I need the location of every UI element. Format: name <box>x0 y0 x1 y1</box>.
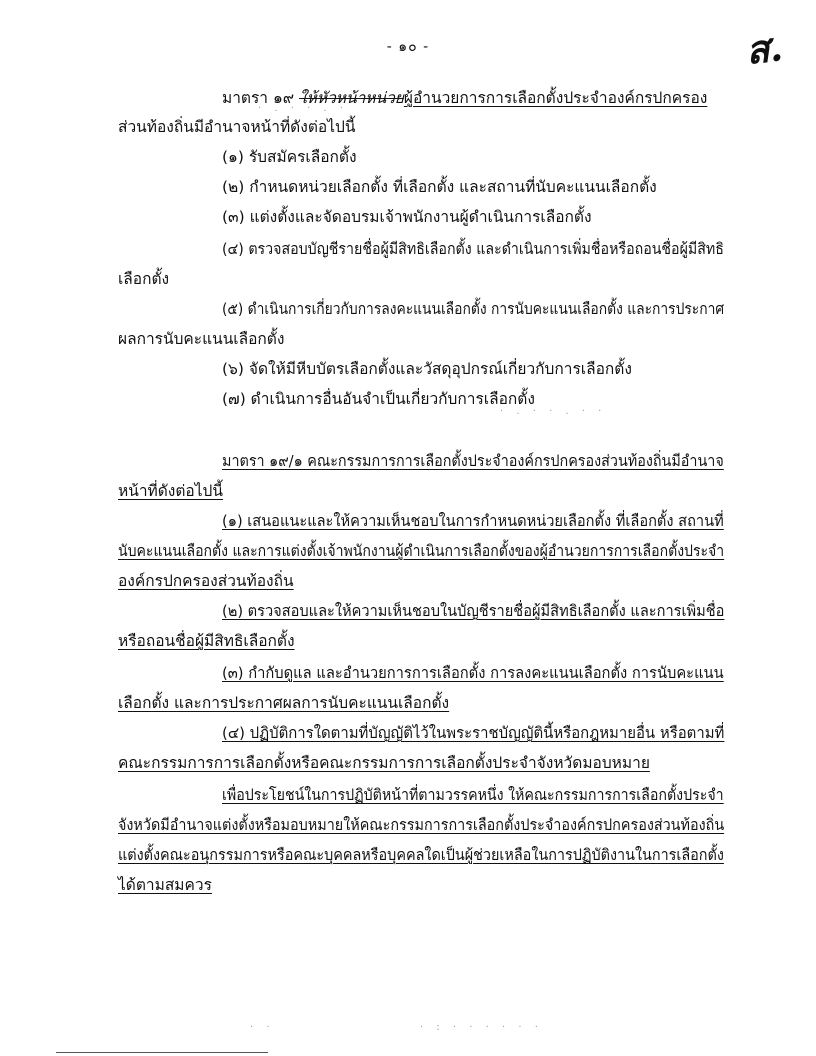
section-19-1-item-2-cont: หรือถอนชื่อผู้มีสิทธิเลือกตั้ง <box>118 632 295 650</box>
section-19-item-2: (๒) กำหนดหน่วยเลือกตั้ง ที่เลือกตั้ง และสถานที่นับคะแนนเลือกตั้ง <box>222 178 657 196</box>
section-19-item-4: (๔) ตรวจสอบบัญชีรายชื่อผู้มีสิทธิเลือกตั้ง และดำเนินการเพิ่มชื่อหรือถอนชื่อผู้มีสิทธิ <box>222 240 724 258</box>
scan-noise: · . · · . · · <box>500 406 607 417</box>
section-19-item-4-cont: เลือกตั้ง <box>118 270 170 288</box>
page-number: - ๑๐ - <box>386 39 430 55</box>
footnote-rule <box>56 1052 268 1053</box>
section-19-1-item-4: (๔) ปฏิบัติการใดตามที่บัญญัติไว้ในพระราชบัญญัตินี้หรือกฎหมายอื่น หรือตามที่ <box>222 724 725 742</box>
section-19-1-item-3: (๓) กำกับดูแล และอำนวยการการเลือกตั้ง การลงคะแนนเลือกตั้ง การนับคะแนน <box>222 664 724 682</box>
section-19-heading-prefix: มาตรา ๑๙ <box>222 89 300 107</box>
section-19-item-6: (๖) จัดให้มีหีบบัตรเลือกตั้งและวัสดุอุปกรณ์เกี่ยวกับการเลือกตั้ง <box>222 360 632 378</box>
section-19-item-3: (๓) แต่งตั้งและจัดอบรมเจ้าพนักงานผู้ดำเนินการเลือกตั้ง <box>222 208 592 226</box>
section-19-1-heading-cont: หน้าที่ดังต่อไปนี้ <box>118 482 223 500</box>
section-19-1-item-3-cont: เลือกตั้ง และการประกาศผลการนับคะแนนเลือกตั้ง <box>118 694 450 712</box>
scan-noise: · . · · . · <box>258 103 348 114</box>
section-19-heading-cont: ส่วนท้องถิ่นมีอำนาจหน้าที่ดังต่อไปนี้ <box>118 118 356 136</box>
section-19-item-5: (๕) ดำเนินการเกี่ยวกับการลงคะแนนเลือกตั้ง การนับคะแนนเลือกตั้ง และการประกาศ <box>222 300 725 318</box>
scan-noise: · · <box>250 1022 275 1033</box>
section-19-item-5-cont: ผลการนับคะแนนเลือกตั้ง <box>118 330 285 348</box>
section-19-1-paragraph-2-cont-c: ได้ตามสมควร <box>118 876 212 894</box>
section-19-1-heading: มาตรา ๑๙/๑ คณะกรรมการการเลือกตั้งประจำองค์กรปกครองส่วนท้องถิ่นมีอำนาจ <box>222 452 724 470</box>
section-19-1-item-4-cont: คณะกรรมการการเลือกตั้งหรือคณะกรรมการการเลือกตั้งประจำจังหวัดมอบหมาย <box>118 754 650 772</box>
section-19-heading-struck: ให้หัวหน้าหน่วย <box>299 89 404 107</box>
section-19-1-item-1-cont-a: นับคะแนนเลือกตั้ง และการแต่งตั้งเจ้าพนักงานผู้ดำเนินการเลือกตั้งของผู้อำนวยการการเลือกตั้งประจำ <box>118 542 725 560</box>
section-19-heading-rest: ผู้อำนวยการการเลือกตั้งประจำองค์กรปกครอง <box>403 89 708 107</box>
section-19-item-1: (๑) รับสมัครเลือกตั้ง <box>222 148 357 166</box>
scan-noise: · : · · · · · · <box>420 1022 543 1033</box>
section-19-1-item-1: (๑) เสนอแนะและให้ความเห็นชอบในการกำหนดหน่วยเลือกตั้ง ที่เลือกตั้ง สถานที่ <box>222 512 724 530</box>
section-19-item-7: (๗) ดำเนินการอื่นอันจำเป็นเกี่ยวกับการเลือกตั้ง <box>222 390 535 408</box>
section-19-1-paragraph-2: เพื่อประโยชน์ในการปฏิบัติหน้าที่ตามวรรคหนึ่ง ให้คณะกรรมการการเลือกตั้งประจำ <box>222 786 724 804</box>
section-19-1-paragraph-2-cont-b: แต่งตั้งคณะอนุกรรมการหรือคณะบุคคลหรือบุคคลใดเป็นผู้ช่วยเหลือในการปฏิบัติงานในการเลือกตั้ง <box>118 846 724 864</box>
section-19-1-item-2: (๒) ตรวจสอบและให้ความเห็นชอบในบัญชีรายชื่อผู้มีสิทธิเลือกตั้ง และการเพิ่มชื่อ <box>222 602 725 620</box>
section-19-1-paragraph-2-cont-a: จังหวัดมีอำนาจแต่งตั้งหรือมอบหมายให้คณะกรรมการการเลือกตั้งประจำองค์กรปกครองส่วนท้องถิ่น <box>118 816 725 834</box>
handwritten-corner-mark: ส. <box>743 24 785 73</box>
section-19-1-item-1-cont-b: องค์กรปกครองส่วนท้องถิ่น <box>118 572 294 590</box>
